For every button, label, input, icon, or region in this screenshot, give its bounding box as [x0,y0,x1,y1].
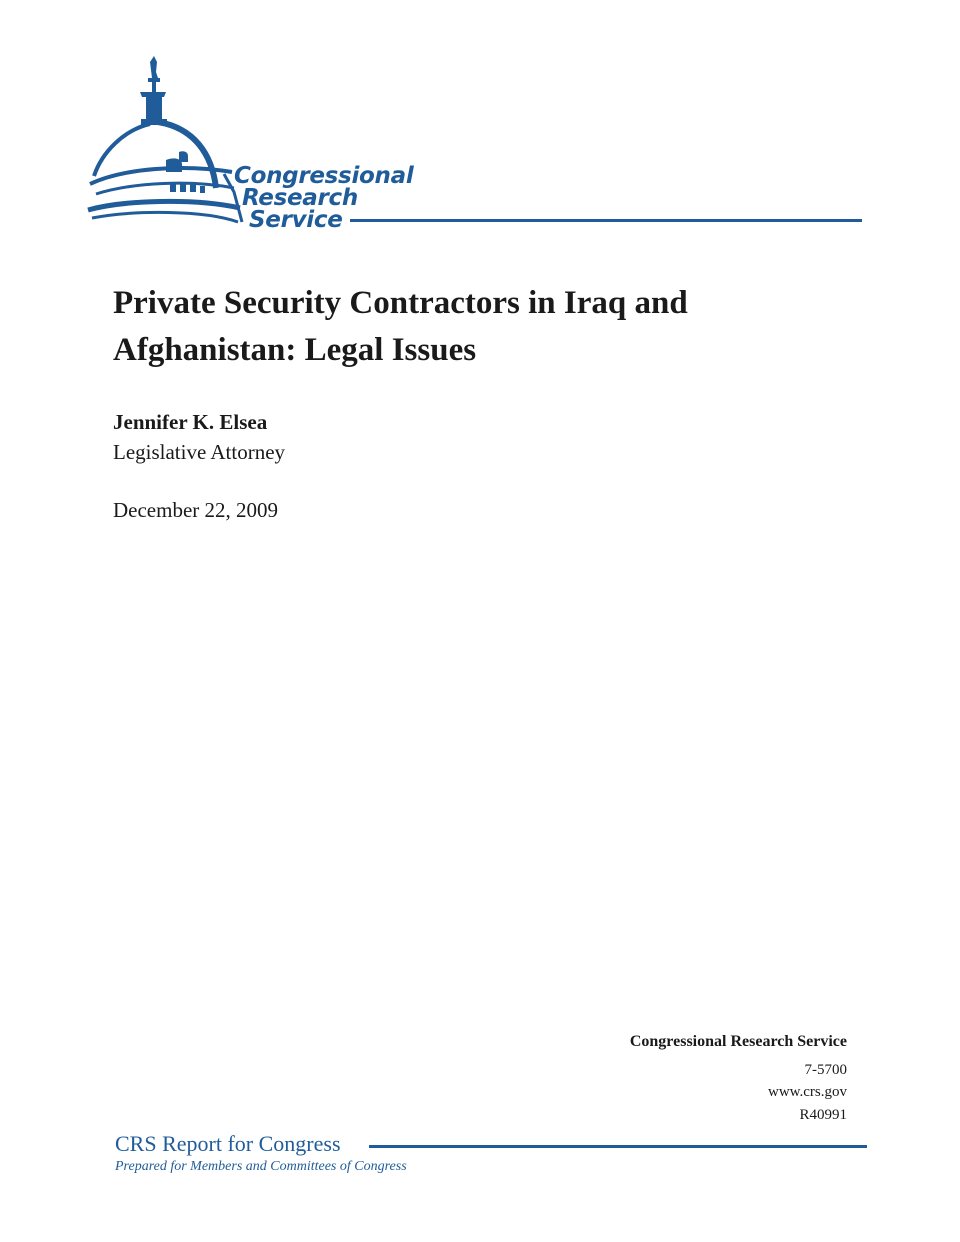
report-number: R40991 [799,1107,847,1123]
logo-text-research: Research [242,185,358,211]
publisher-website: www.crs.gov [767,1084,847,1100]
crs-tagline: Prepared for Members and Committees of Congress [115,1159,407,1174]
author-name: Jennifer K. Elsea [113,410,268,434]
publisher-code: 7-5700 [804,1062,847,1078]
capitol-dome-icon [84,56,864,236]
publisher-name: Congressional Research Service [629,1033,847,1050]
report-title: Private Security Contractors in Iraq and Afghanistan: Legal Issues [113,285,688,368]
footer-divider [369,1145,867,1148]
logo-text-congressional: Congressional [234,163,414,189]
report-date: December 22, 2009 [113,498,279,522]
logo-text-service: Service [249,207,343,233]
author-title: Legislative Attorney [113,440,286,464]
crs-report-label: CRS Report for Congress [115,1131,341,1156]
